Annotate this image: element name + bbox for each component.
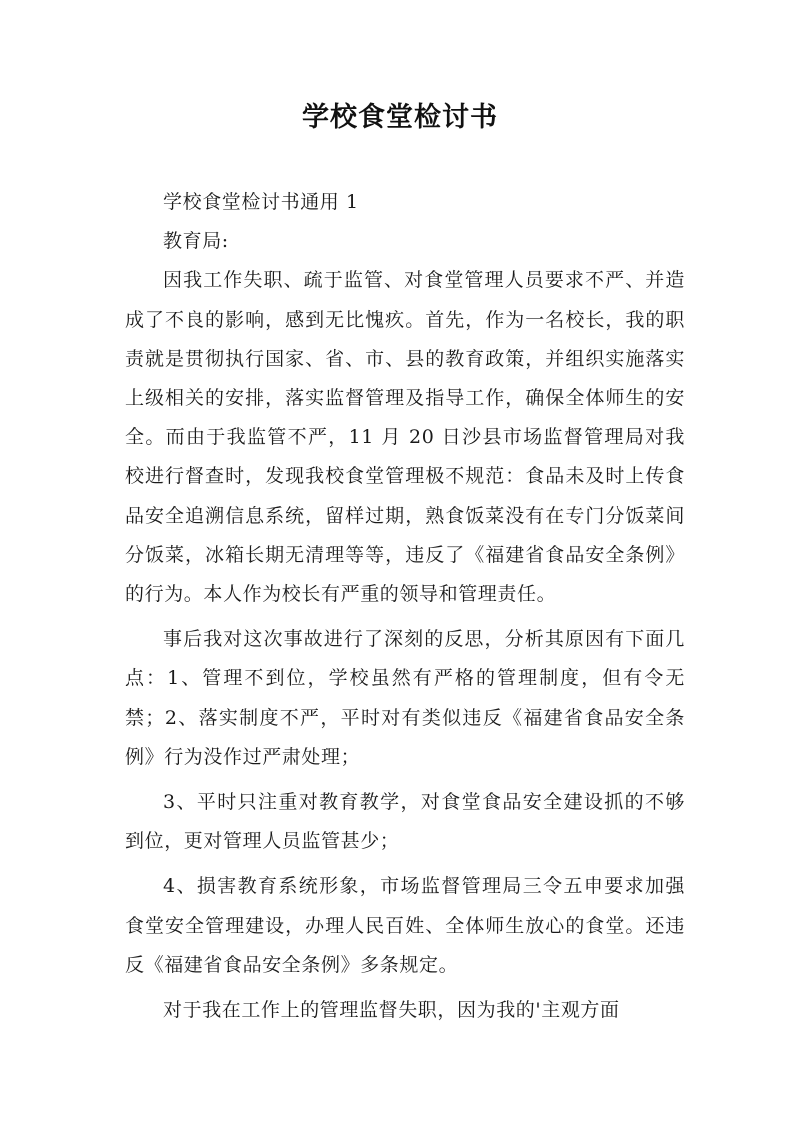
paragraph-4: 4、损害教育系统形象，市场监督管理局三令五申要求加强食堂安全管理建设，办理人民百姓、全体师生放心的食堂。还违反《福建省食品安全条例》多条规定。 [125,875,685,976]
document-title: 学校食堂检讨书 [302,102,498,133]
paragraph-3: 3、平时只注重对教育教学，对食堂食品安全建设抓的不够到位，更对管理人员监管甚少； [125,791,685,853]
paragraph-5: 对于我在工作上的管理监督失职，因为我的'主观方面 [163,999,620,1022]
document-subtitle: 学校食堂检讨书通用 1 [163,191,359,213]
salutation: 教育局: [163,230,229,253]
document-body [125,183,685,1030]
paragraph-1: 因我工作失职、疏于监管、对食堂管理人员要求不严、并造成了不良的影响，感到无比愧疚。首先，作为一名校长，我的职责就是贯彻执行国家、省、市、县的教育政策，并组织实施落实上级相关的安排，落实监督管理及指导工作，确保全体师生的安全。而由于我监管不严，11 月 20 日沙县市场监督管理局对我校进行督查时，发现我校食堂管理极不规范：食品未及时上传食品安全追溯信息系统，留样过期，熟食饭菜没有在专门分饭菜间分饭菜，冰箱长期无清理等等，违反了《福建省食品安全条例》的行为。本人作为校长有严重的领导和管理责任。 [125,269,685,606]
paragraph-2: 事后我对这次事故进行了深刻的反思，分析其原因有下面几点：1、管理不到位，学校虽然有严格的管理制度，但有令无禁；2、落实制度不严，平时对有类似违反《福建省食品安全条例》行为没作过严肃处理； [125,628,685,768]
